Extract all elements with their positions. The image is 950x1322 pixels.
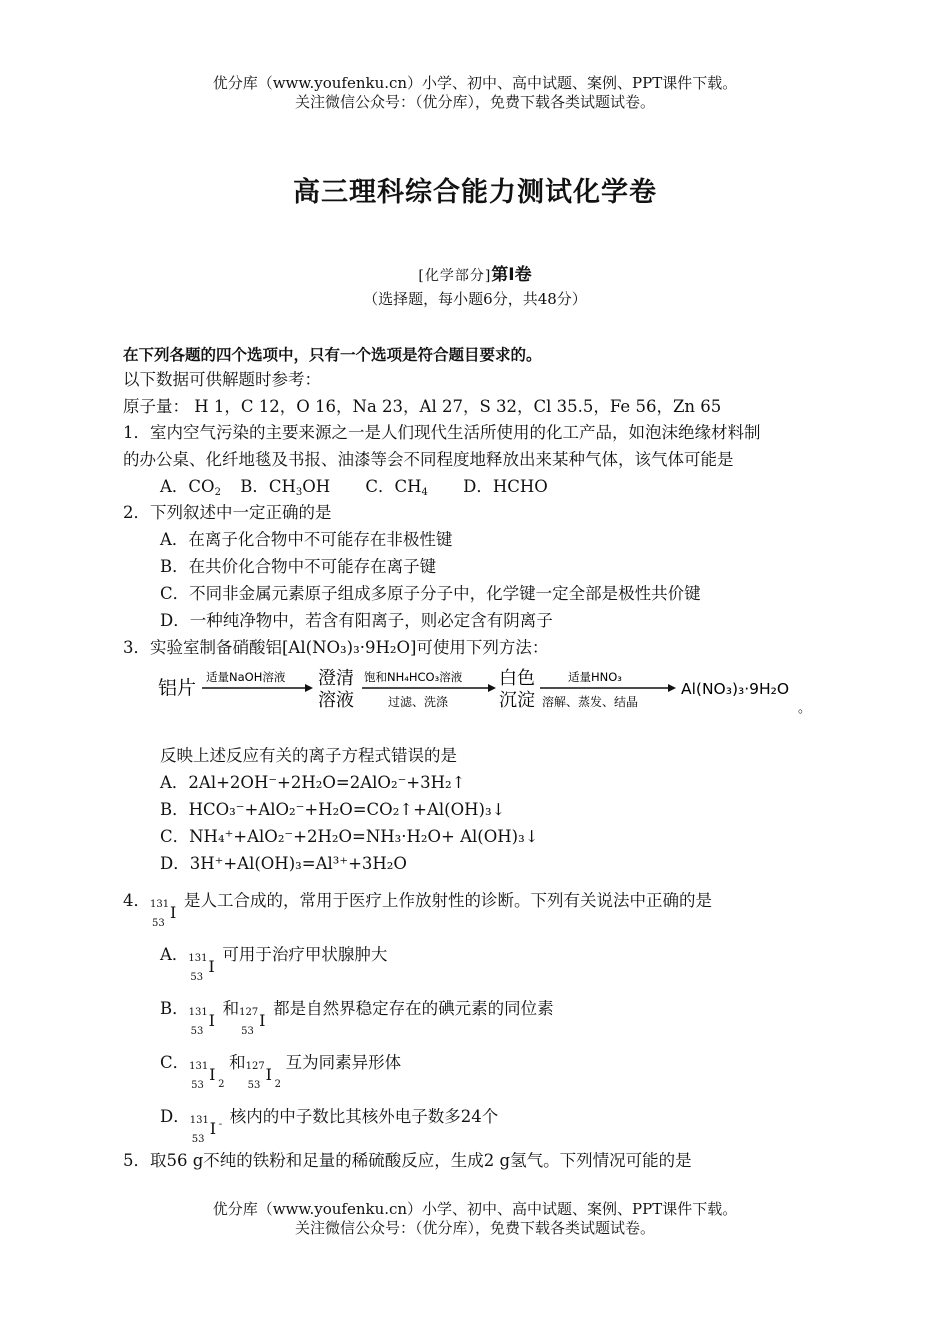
q4-option-b: B． 131 53 I 和 127 53 I 都是自然界稳定存在的碘元素的同位素 [160,992,554,1030]
q3-option-b: B．HCO₃⁻+AlO₂⁻+H₂O=CO₂↑+Al(OH)₃↓ [160,800,506,819]
q1-option-b: B．$CH_3OH$ [240,477,331,498]
header-line-2: 关注微信公众号：（优分库），免费下载各类试题试卷。 [294,93,655,111]
q3-option-d: D．3H⁺+Al(OH)₃=Al³⁺+3H₂O [160,854,407,873]
q3-prompt: 反映上述反应有关的离子方程式错误的是 [160,746,457,765]
flow-arrowhead-3 [668,684,676,692]
section-note: （选择题，每小题6分，共48分） [363,290,587,308]
page-title: 高三理科综合能力测试化学卷 [293,177,657,208]
nuclide-i131-molecule: 131 53 I 2 [189,1061,225,1091]
flow-reagent-1: 适量NaOH溶液 [206,670,286,684]
flow-node-solution: 溶液 [318,690,354,711]
q1-options [160,477,548,503]
q4-stem: 4． 131 53 I 是人工合成的，常用于医疗上作放射性的诊断。下列有关说法中正确的是 [123,884,712,922]
section-part: 第Ⅰ卷 [491,265,532,285]
footer-line-1: 优分库（www.youfenku.cn）小学、初中、高中试题、案例、PPT课件下载。 [212,1200,738,1218]
q3-flow-diagram [150,664,830,714]
section-tag: [化学部分] [418,268,492,284]
q3-stem: 3．实验室制备硝酸铝[Al(NO₃)₃·9H₂O]可使用下列方法： [123,638,549,657]
flow-arrowhead-1 [305,684,313,692]
nuclide-i131: 131 53 I [150,899,177,929]
nuclide-i131: 131 53 I [188,1007,215,1037]
atomic-mass: 原子量： H 1，C 12，O 16，Na 23，Al 27，S 32，Cl 35.5，Fe 56，Zn 65 [123,397,722,416]
flow-node-aluminum: 铝片 [158,677,197,699]
section-heading [0,260,950,285]
flow-step-3: 溶解、蒸发、结晶 [542,695,639,709]
q3-option-c: C．NH₄⁺+AlO₂⁻+2H₂O=NH₃·H₂O+ Al(OH)₃↓ [160,827,539,846]
flow-arrowhead-2 [488,684,496,692]
flow-node-white: 白色 [499,668,535,689]
nuclide-i127-molecule: 127 53 I 2 [245,1061,281,1091]
nuclide-i131: 131 53 I [188,953,215,983]
instruction: 在下列各题的四个选项中，只有一个选项是符合题目要求的。 [123,346,542,364]
q4-option-a: A． 131 53 I 可用于治疗甲状腺肿大 [160,938,387,976]
q2-option-b: B．在共价化合物中不可能存在离子键 [160,557,437,576]
q2-stem: 2．下列叙述中一定正确的是 [123,503,332,522]
q1-option-d: D．HCHO [463,477,548,496]
q2-option-c: C．不同非金属元素原子组成多原子分子中，化学键一定全部是极性共价键 [160,584,701,603]
flow-reagent-3: 适量HNO₃ [568,670,622,684]
q2-option-a: A．在离子化合物中不可能存在非极性键 [160,530,453,549]
header-line-1: 优分库（www.youfenku.cn）小学、初中、高中试题、案例、PPT课件下载。 [212,74,738,92]
nuclide-i127: 127 53 I [239,1007,266,1037]
q3-option-a: A．2Al+2OH⁻+2H₂O=2AlO₂⁻+3H₂↑ [160,773,466,792]
flow-reagent-2: 饱和NH₄HCO₃溶液 [364,670,463,684]
flow-step-2: 过滤、洗涤 [388,695,449,709]
q4-option-d: D． 131 53 I - 核内的中子数比其核外电子数多24个 [160,1100,498,1138]
q1-line-2: 的办公桌、化纤地毯及书报、油漆等会不同程度地释放出来某种气体，该气体可能是 [123,450,734,469]
q1-option-c: C．$CH_4$ [365,477,428,498]
q2-option-d: D．一种纯净物中，若含有阳离子，则必定含有阴离子 [160,611,553,630]
nuclide-i131-ion: 131 53 I - [189,1115,223,1145]
q1-line-1: 1．室内空气污染的主要来源之一是人们现代生活所使用的化工产品，如泡沫绝缘材料制 [123,423,761,442]
flow-product: Al(NO₃)₃·9H₂O [681,680,790,698]
flow-node-clear: 澄清 [318,668,354,689]
flow-node-precipitate: 沉淀 [499,690,535,711]
footer-line-2: 关注微信公众号：（优分库），免费下载各类试题试卷。 [294,1219,655,1237]
q4-option-c: C． 131 53 I 2 和 127 53 I 2 互为同素异形体 [160,1046,401,1084]
q5-stem: 5．取56 g不纯的铁粉和足量的稀硫酸反应，生成2 g氢气。下列情况可能的是 [123,1151,692,1170]
flow-end-mark: 。 [798,701,812,714]
q1-option-a: A．$CO_2$ [160,477,221,498]
reference-intro: 以下数据可供解题时参考： [123,370,321,389]
